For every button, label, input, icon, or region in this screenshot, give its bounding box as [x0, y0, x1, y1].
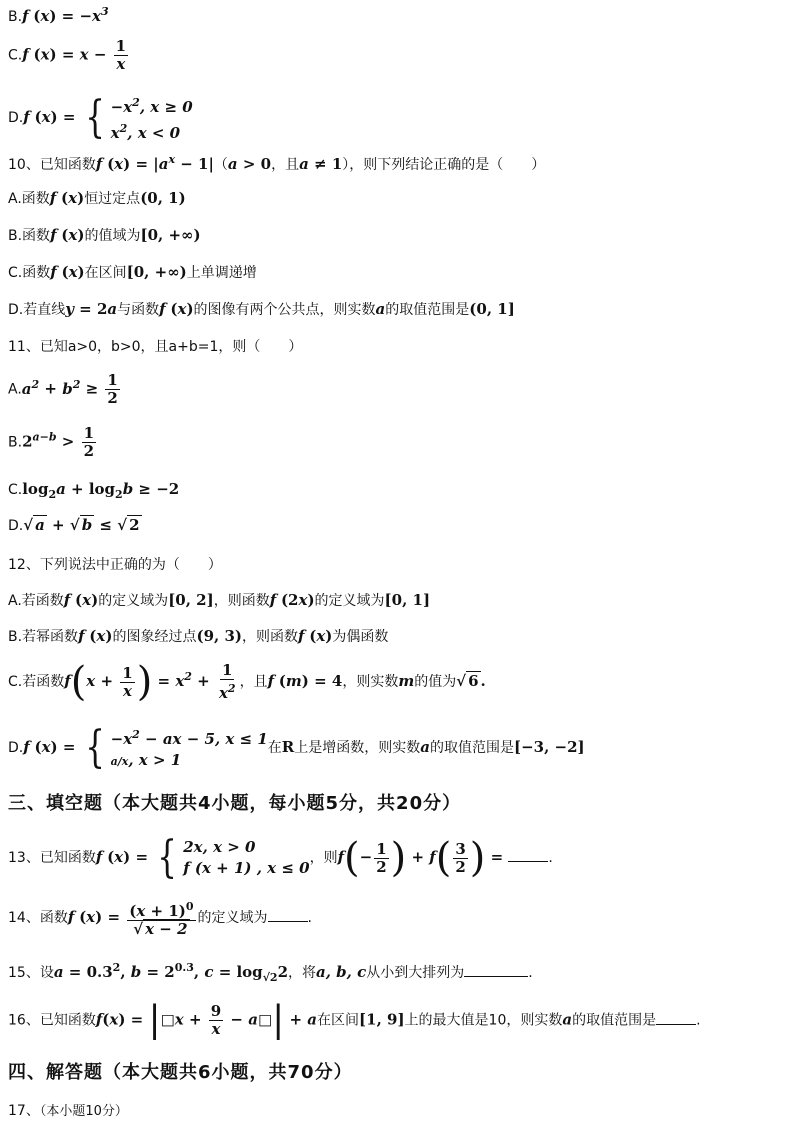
q11-option-b: $B.2^{a-b}$ > $\frac{1}{2}$ [8, 424, 94, 460]
q12-option-b: B.若幂函数f (x)的图象经过点(9, 3)，则函数f (x)为偶函数 [8, 627, 389, 645]
q10-option-c: C.函数f (x)在区间[0, +∞)上单调递增 [8, 263, 257, 281]
q12-option-d: D.f (x) = { $-x^2$ − ax − 5, x ≤ 1 a/x, x > 1 在R上是增函数，则实数a的取值范围是[−3, −2] [8, 722, 585, 773]
q11-stem: 11、已知a>0，b>0，且a+b=1，则（ ） [8, 339, 303, 355]
section-title-fill-in: 三、填空题（本大题共4小题，每小题5分，共20分） [8, 793, 462, 814]
q12-option-c: C.若函数f(x + $\frac{1}{x}$ ) = $x^2$ + $\frac{1}{x^2}$ ，且f (m) = 4，则实数m的值为√ 6 . [8, 659, 486, 705]
q15: 15、设$a = 0.3^2$, $b = 2^{0.3}$, $c = \log_{√2}2$，将a, b, c从小到大排列为 . [8, 961, 533, 984]
q16: 16、已知函数f(x) = |□x + $\frac{9}{x}$ − a□| + a在区间[1, 9]上的最大值是10，则实数a的取值范围是 . [8, 999, 701, 1041]
fraction: $\frac{1}{2}$ [107, 371, 118, 407]
q12-option-a: A.若函数f (x)的定义域为[0, 2]，则函数f (2x)的定义域为[0, 1] [8, 591, 431, 609]
fraction: $\frac{1}{x^2}$ [218, 661, 236, 702]
fraction: $\frac{1}{2}$ [376, 839, 387, 876]
q11-option-a: $A.a^2 + b^2$ ≥ $\frac{1}{2}$ [8, 371, 118, 407]
q9-option-d: D.f (x) = { $-x^2$, x ≥ 0 $x^2$, x < 0 [8, 92, 193, 143]
q10-option-a: A.函数f (x)恒过定点(0, 1) [8, 189, 186, 207]
q14: 14、函数f (x) = $\frac{(x + 1)^0}{√ x - 2}$ 的定义域为 . [8, 900, 312, 938]
q11-option-c: $C.\log_2a + \log_2b \ge -2$ [8, 480, 180, 501]
q10-option-b: B.函数f (x)的值域为[0, +∞) [8, 226, 201, 244]
section-title-solutions: 四、解答题（本大题共6小题，共70分） [8, 1062, 353, 1083]
fraction: $\frac{3}{2}$ [455, 839, 466, 876]
piecewise-brace: { 2x, x > 0 f (x + 1) , x ≤ 0 [157, 832, 310, 883]
q10-option-d: D.若直线y = 2a与函数f (x)的图像有两个公共点，则实数a的取值范围是(0, 1] [8, 300, 515, 318]
fraction: $\frac{1}{x}$ [115, 37, 127, 73]
fraction: $\frac{1}{2}$ [83, 424, 94, 460]
q10-stem: 10、已知函数f $(x) = |a^x - 1|(a > 0$，且a ≠ 1），则下列结论正确的是（ ） [8, 153, 546, 173]
piecewise-brace: { $-x^2$ − ax − 5, x ≤ 1 a/x, x > 1 [84, 722, 268, 773]
q9-option-b: B.f $(x) = -x^3$ [8, 5, 109, 25]
answer-blank[interactable] [464, 962, 528, 977]
q11-option-d: D.√ a + √ b ≤ √ 2 [8, 516, 140, 534]
q12-stem: 12、下列说法中正确的为（ ） [8, 557, 222, 573]
answer-blank[interactable] [656, 1010, 696, 1025]
fraction: $\frac{(x + 1)^0}{√ x - 2}$ [129, 900, 194, 938]
fraction: $\frac{9}{x}$ [210, 1002, 222, 1038]
piecewise-brace: { $-x^2$, x ≥ 0 $x^2$, x < 0 [84, 92, 193, 143]
q13: 13、已知函数f (x) = { 2x, x > 0 f (x + 1) , x ≤ 0 ，则f(− $\frac{1}{2}$ ) + f( $\frac{3}{2}$ ) = . [8, 832, 553, 883]
q9-option-c: C.f (x) = x − $\frac{1}{x}$ [8, 37, 127, 73]
q17: 17、（本小题10分） [8, 1103, 128, 1119]
answer-blank[interactable] [508, 847, 548, 862]
answer-blank[interactable] [268, 907, 308, 922]
fraction: $\frac{1}{x}$ [122, 663, 133, 700]
